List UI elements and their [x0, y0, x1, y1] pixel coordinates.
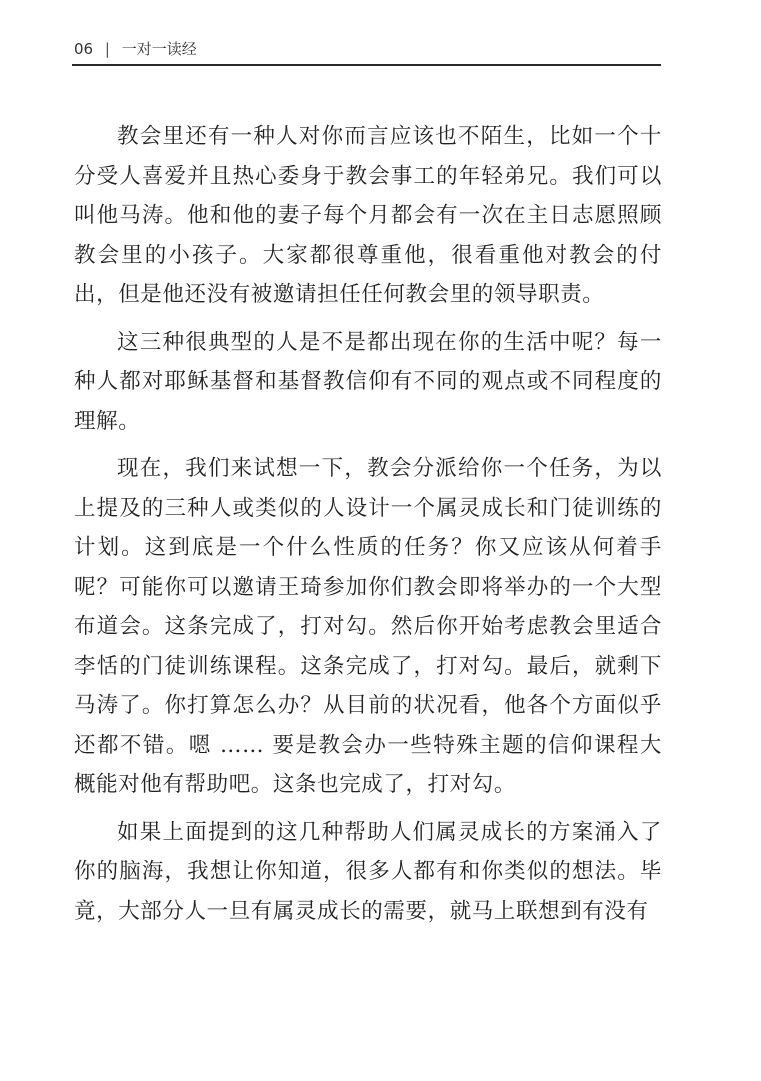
paragraph: 这三种很典型的人是不是都出现在你的生活中呢？每一种人都对耶稣基督和基督教信仰有不同的观点或不同程度的理解。 — [74, 329, 662, 434]
page-number: 06 — [74, 40, 94, 58]
book-title: 一对一读经 — [121, 40, 197, 58]
header-rule — [72, 64, 661, 66]
paragraph: 教会里还有一种人对你而言应该也不陌生，比如一个十分受人喜爱并且热心委身于教会事工的年轻弟兄。我们可以叫他马涛。他和他的妻子每个月都会有一次在主日志愿照顾教会里的小孩子。大家都很尊重他，很看重他对教会的付出，但是他还没有被邀请担任任何教会里的领导职责。 — [74, 124, 662, 307]
body-text — [74, 117, 662, 939]
paragraph: 现在，我们来试想一下，教会分派给你一个任务，为以上提及的三种人或类似的人设计一个属灵成长和门徒训练的计划。这到底是一个什么性质的任务？你又应该从何着手呢？可能你可以邀请王琦参加你们教会即将举办的一个大型布道会。这条完成了，打对勾。然后你开始考虑教会里适合李恬的门徒训练课程。这条完成了，打对勾。最后，就剩下马涛了。你打算怎么办？从目前的状况看，他各个方面似乎还都不错。嗯 …… 要是教会办一些特殊主题的信仰课程大概能对他有帮助吧。这条也完成了，打对勾。 — [74, 456, 662, 797]
running-header — [74, 38, 660, 60]
header-separator: | — [104, 40, 110, 58]
paragraph: 如果上面提到的这几种帮助人们属灵成长的方案涌入了你的脑海，我想让你知道，很多人都有和你类似的想法。毕竟，大部分人一旦有属灵成长的需要，就马上联想到有没有 — [74, 819, 662, 924]
